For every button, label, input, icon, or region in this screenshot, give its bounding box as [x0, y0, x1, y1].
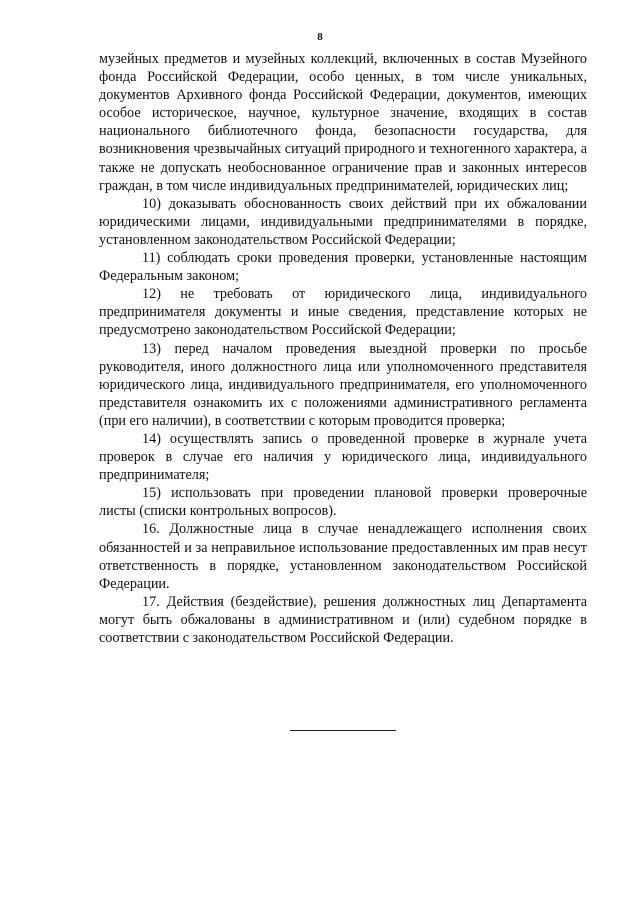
paragraph-item-11: 11) соблюдать сроки проведения проверки, установленные настоящим Федеральным законом;: [99, 250, 587, 285]
paragraph-section-17: 17. Действия (бездействие), решения должностных лиц Департамента могут быть обжалованы в административном и (или) судебном порядке в соответствии с законодательством Российской Федерации.: [99, 593, 587, 646]
paragraph-item-12: 12) не требовать от юридического лица, индивидуального предпринимателя документы и иные сведения, представление которых не предусмотрено законодательством Российской Федерации;: [99, 286, 587, 339]
paragraph-item-13: 13) перед началом проведения выездной проверки по просьбе руководителя, иного должностного лица или уполномоченного представителя юридического лица, индивидуального предпринимателя, его уполномоченного представителя ознакомить их с положениями административного регламента (при его наличии), в соответствии с которым проводится проверка;: [99, 340, 587, 429]
paragraph-item-10: 10) доказывать обоснованность своих действий при их обжаловании юридическими лицами, индивидуальными предпринимателями в порядке, установленном законодательством Российской Федерации;: [99, 195, 587, 248]
page-number: 8: [317, 31, 323, 43]
document-body: [99, 50, 587, 647]
paragraph-item-14: 14) осуществлять запись о проведенной проверке в журнале учета проверок в случае его наличия у юридического лица, индивидуального предпринимателя;: [99, 430, 587, 484]
end-of-document-rule: [290, 730, 396, 731]
paragraph-item-15: 15) использовать при проведении плановой проверки проверочные листы (списки контрольных вопросов).: [99, 485, 587, 520]
paragraph-section-16: 16. Должностные лица в случае ненадлежащего исполнения своих обязанностей и за неправильное использование предоставленных им прав несут ответственность в порядке, установленном законодательством Российской Федерации.: [99, 521, 587, 592]
paragraph-continuation: музейных предметов и музейных коллекций, включенных в состав Музейного фонда Российской Федерации, особо ценных, в том числе уникальных, документов Архивного фонда Российской Федерации, документов, имеющих особое историческое, научное, культурное значение, входящих в состав национального библиотечного фонда, безопасности государства, для возникновения чрезвычайных ситуаций природного и техногенного характера, а также не допускать необоснованное ограничение прав и законных интересов граждан, в том числе индивидуальных предпринимателей, юридических лиц;: [99, 51, 587, 194]
